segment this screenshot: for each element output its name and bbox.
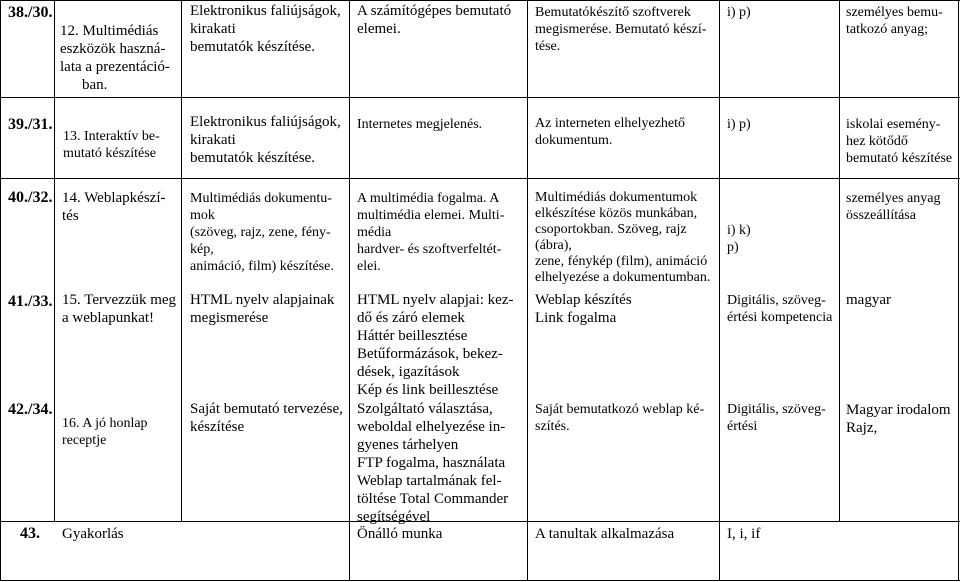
lesson-number: 43. xyxy=(20,525,40,542)
competence-cell: i) k) p) xyxy=(727,223,751,255)
links-cell: személyes anyag összeállítása xyxy=(846,191,941,223)
skills-cell: Az interneten elhelyezhető dokumentum. xyxy=(535,116,686,148)
competence-cell: Digitális, szöveg- értési xyxy=(727,402,826,434)
lesson-number: 42./34. xyxy=(8,401,53,418)
lesson-number: 41./33. xyxy=(8,293,53,310)
table-border-bottom xyxy=(0,580,960,581)
activity-cell: Saját bemutató tervezése, készítése xyxy=(190,401,343,435)
skills-cell: A tanultak alkalmazása xyxy=(535,526,675,542)
lesson-number: 38./30. xyxy=(8,4,53,21)
table-border-top xyxy=(0,0,960,1)
column-divider xyxy=(0,0,1,581)
column-divider xyxy=(719,0,720,581)
row-divider xyxy=(0,97,960,98)
skills-cell: Multimédiás dokumentumok elkészítése közös munkában, csoportokban. Szöveg, rajz (ábra), zene, fénykép (film), animáció elhelyezése a dokumentumban. xyxy=(535,190,711,285)
lesson-number: 40./32. xyxy=(8,189,53,206)
concepts-cell: A multimédia fogalma. A multimédia elemei. Multi- média hardver- és szoftverfeltét- elei. xyxy=(357,191,505,274)
competence-cell: Digitális, szöveg- értési kompetencia xyxy=(727,293,833,325)
column-divider xyxy=(839,0,840,521)
lesson-number: 39./31. xyxy=(8,116,53,133)
lesson-topic: 13. Interaktív be- mutató készítése xyxy=(63,129,160,161)
concepts-cell: Önálló munka xyxy=(357,526,443,542)
activity-cell: Elektronikus faliújságok, kirakati bemutatók készítése. xyxy=(190,3,341,55)
activity-cell: Elektronikus faliújságok, kirakati bemutatók készítése. xyxy=(190,114,341,166)
competence-cell: i) p) xyxy=(727,117,751,132)
competence-cell: i) p) xyxy=(727,5,751,20)
competence-cell: I, i, if xyxy=(727,526,761,542)
column-divider xyxy=(958,0,959,581)
column-divider xyxy=(527,0,528,581)
column-divider xyxy=(349,0,350,581)
lesson-topic: 16. A jó honlap receptje xyxy=(62,416,148,448)
skills-cell: Saját bemutatkozó weblap ké- szítés. xyxy=(535,402,705,434)
skills-cell: Bemutatókészítő szoftverek megismerése. Bemutató készí- tése. xyxy=(535,5,707,54)
concepts-cell: HTML nyelv alapjai: kez- dő és záró elemek Háttér beillesztése Betűformázások, bekez- dések, igazítások Kép és link beillesztése xyxy=(357,292,514,398)
lesson-topic: Gyakorlás xyxy=(62,526,124,542)
lesson-topic: 15. Tervezzük meg a weblapunkat! xyxy=(62,292,177,326)
row-divider xyxy=(0,178,960,179)
links-cell: személyes bemu- tatkozó anyag; xyxy=(846,5,943,37)
activity-cell: HTML nyelv alapjainak megismerése xyxy=(190,292,335,326)
links-cell: magyar xyxy=(846,292,891,308)
column-divider xyxy=(54,0,55,521)
concepts-cell: Szolgáltató választása, weboldal elhelyezése in- gyenes tárhelyen FTP fogalma, használata Weblap tartalmának fel- töltése Total Commander segítségével xyxy=(357,401,509,525)
lesson-topic: 14. Weblapkészí- tés xyxy=(62,190,166,224)
lesson-topic: 12. Multimédiás eszközök haszná- lata a prezentáció- ban. xyxy=(60,23,170,93)
concepts-cell: A számítógépes bemutató elemei. xyxy=(357,3,512,37)
activity-cell: Multimédiás dokumentu- mok (szöveg, rajz, zene, fény- kép, animáció, film) készítése. xyxy=(190,191,334,274)
concepts-cell: Internetes megjelenés. xyxy=(357,117,483,132)
links-cell: Magyar irodalom Rajz, xyxy=(846,402,951,436)
column-divider xyxy=(181,0,182,521)
skills-cell: Weblap készítés Link fogalma xyxy=(535,292,632,326)
links-cell: iskolai esemény- hez kötődő bemutató készítése xyxy=(846,117,953,166)
